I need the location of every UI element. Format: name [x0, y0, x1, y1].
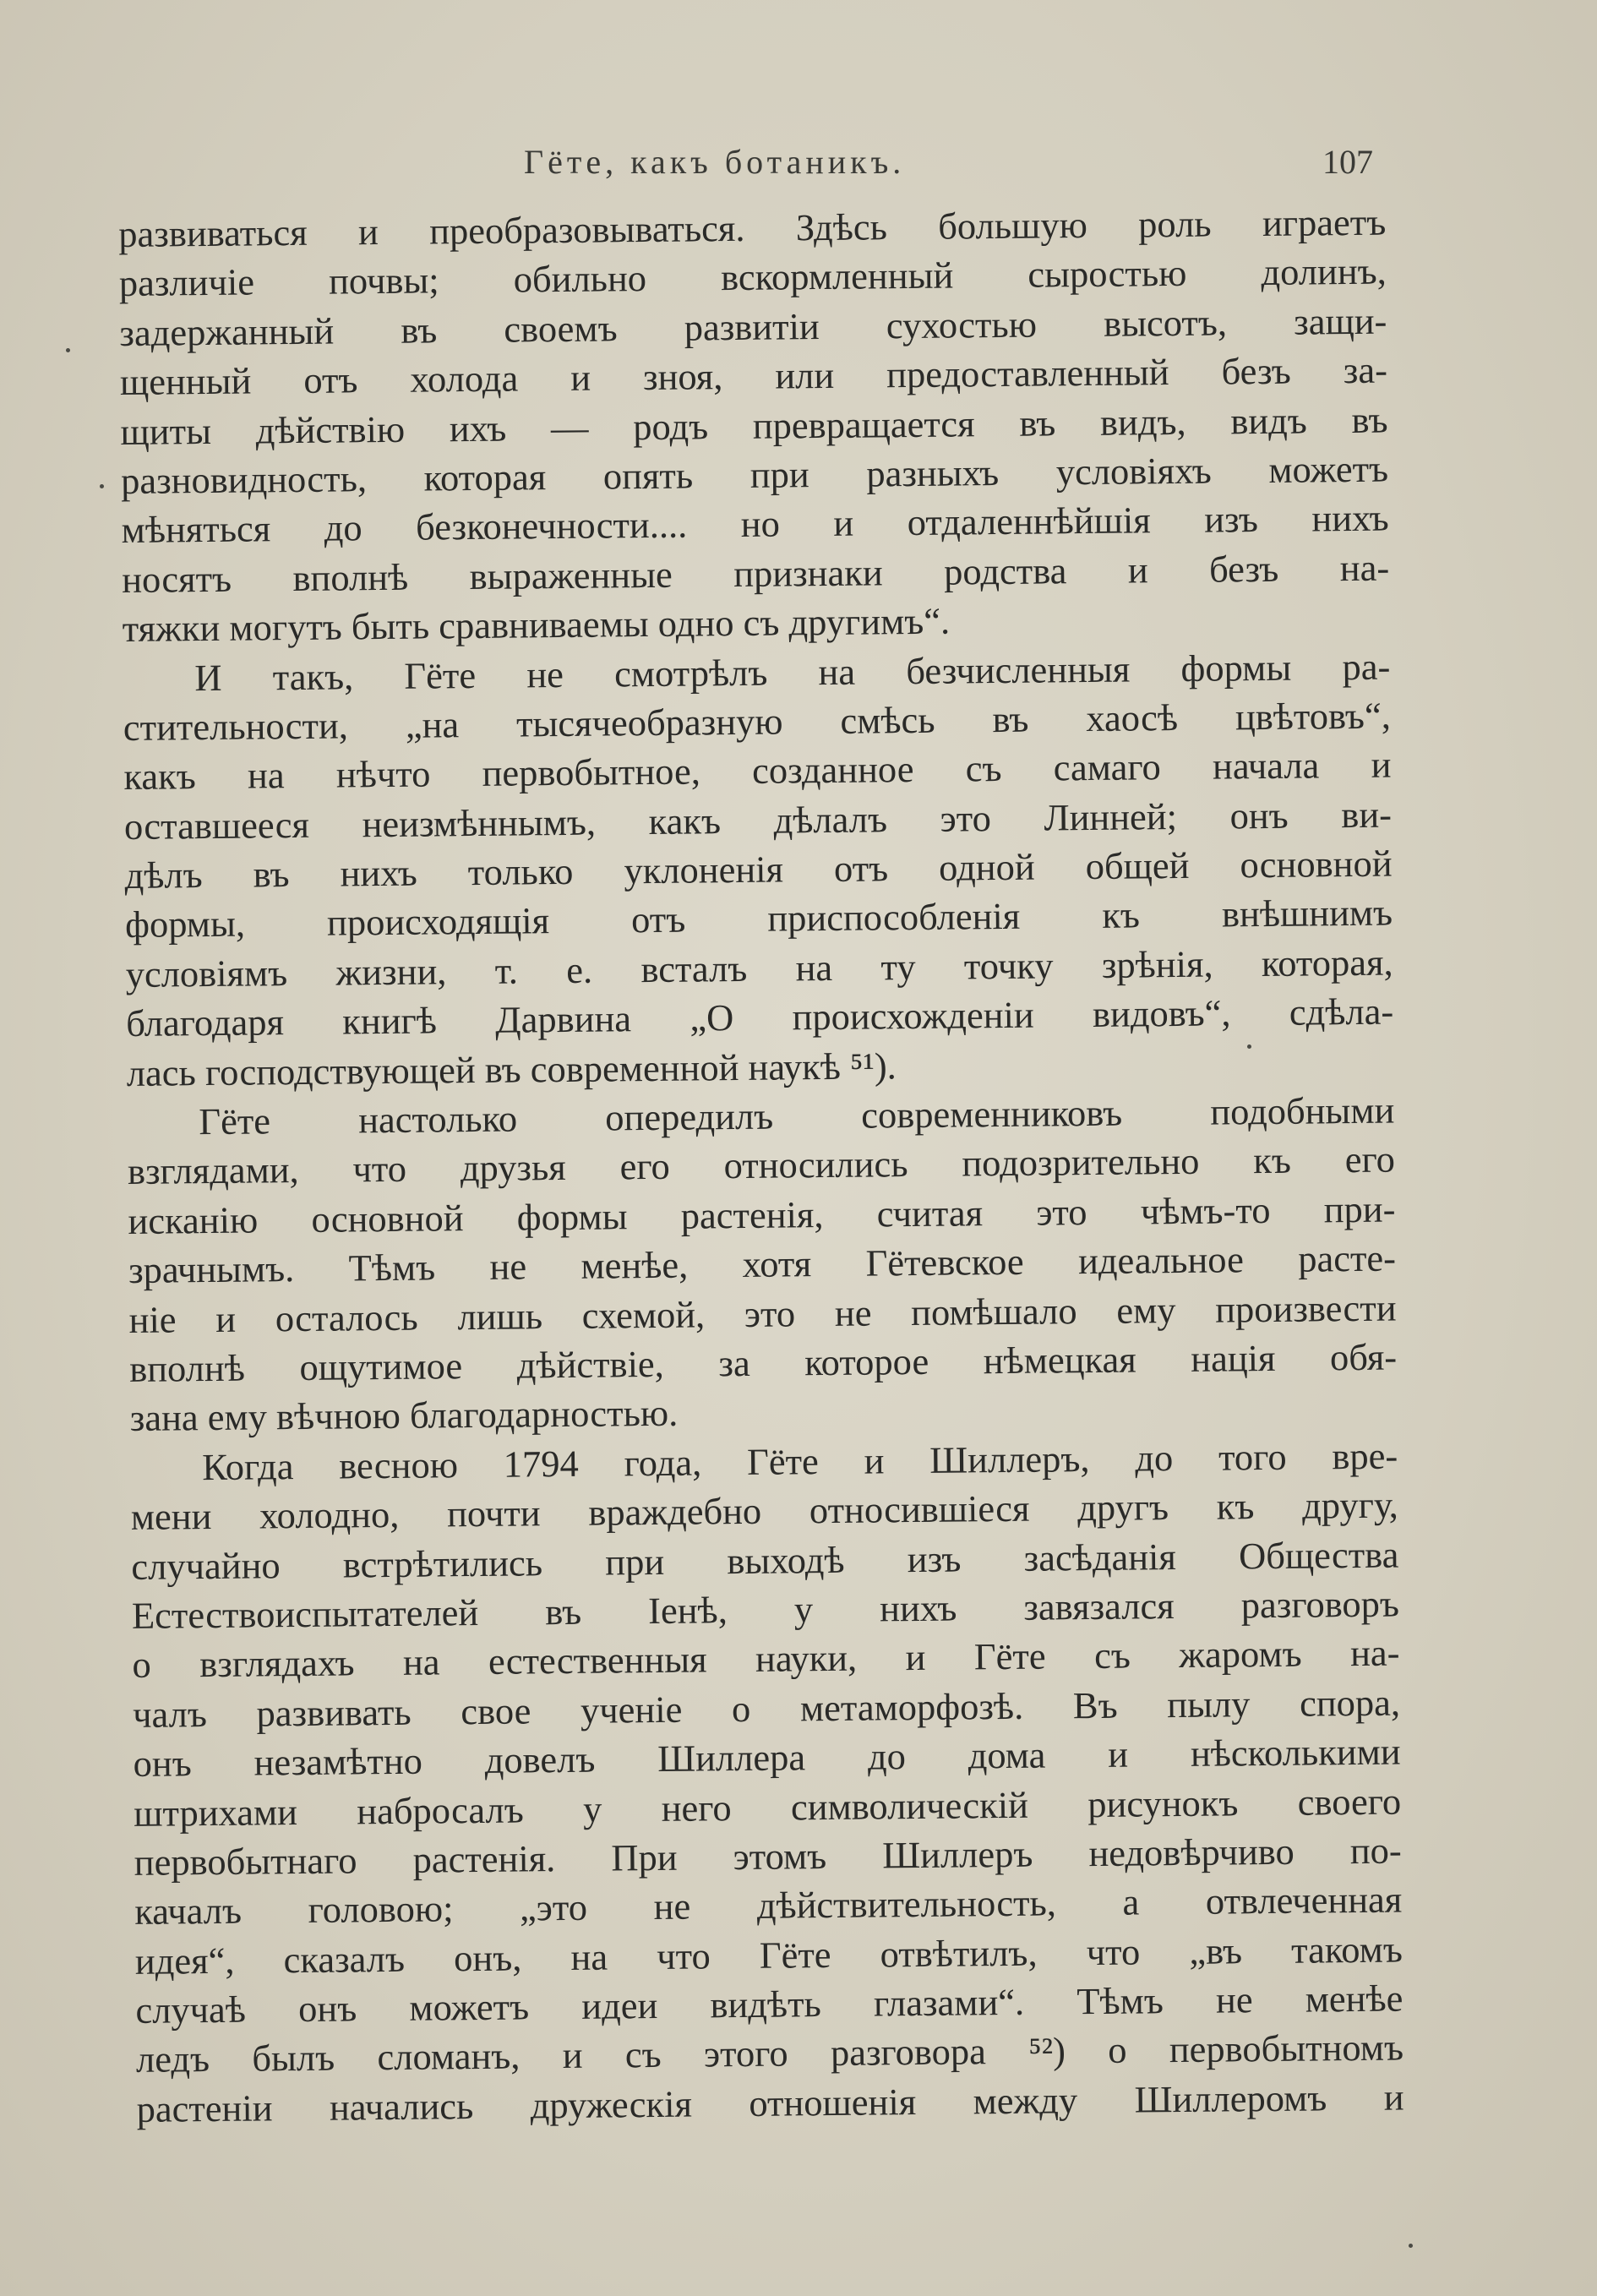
- text-line: штрихами набросалъ у него символическій рисунокъ своего: [133, 1780, 1402, 1835]
- text-line: тяжки могутъ быть сравниваемы одно съ другимъ“.: [122, 599, 951, 651]
- text-line: щиты дѣйствію ихъ — родъ превращается въ видъ, видъ въ: [120, 398, 1388, 453]
- running-title: Гёте, какъ ботаникъ.: [524, 143, 906, 181]
- text-line: разновидность, которая опять при разныхъ условіяхъ можетъ: [120, 447, 1389, 502]
- text-line: задержанный въ своемъ развитіи сухостью высотъ, защи-: [119, 299, 1387, 354]
- text-line: условіямъ жизни, т. е. всталъ на ту точку зрѣнія, которая,: [125, 941, 1393, 995]
- text-line: о взглядахъ на естественныя науки, и Гёте съ жаромъ на-: [132, 1631, 1400, 1687]
- text-line: ледъ былъ сломанъ, и съ этого разговора ⁵²) о первобытномъ: [135, 2026, 1404, 2081]
- running-head: [0, 142, 1597, 193]
- page-number: 107: [1322, 143, 1373, 181]
- paper-speck: [100, 484, 104, 488]
- paragraph-2: [123, 641, 1394, 1098]
- text-line: развиваться и преобразовываться. Здѣсь большую роль играетъ: [118, 200, 1387, 255]
- text-line: стительности, „на тысячеобразную смѣсь въ хаосѣ цвѣтовъ“,: [123, 694, 1392, 749]
- text-line: И такъ, Гёте не смотрѣлъ на безчисленныя формы ра-: [194, 645, 1391, 699]
- paragraph-4: [130, 1431, 1404, 2134]
- text-line: ніе и осталось лишь схемой, это не помѣшало ему произвести: [128, 1286, 1397, 1341]
- text-line: зрачнымъ. Тѣмъ не менѣе, хотя Гётевское идеальное расте-: [128, 1236, 1397, 1292]
- text-line: Когда весною 1794 года, Гёте и Шиллеръ, до того вре-: [202, 1434, 1398, 1488]
- text-line: первобытнаго растенія. При этомъ Шиллеръ недовѣрчиво по-: [134, 1829, 1402, 1884]
- text-line: щенный отъ холода и зноя, или предоставленный безъ за-: [119, 348, 1388, 404]
- text-line: мѣняться до безконечности.... но и отдаленнѣйшія изъ нихъ: [121, 496, 1389, 552]
- text-line: чалъ развивать свое ученіе о метаморфозѣ. Въ пылу спора,: [132, 1681, 1401, 1736]
- text-line: вполнѣ ощутимое дѣйствіе, за которое нѣмецкая нація обя-: [128, 1335, 1398, 1390]
- text-line: зана ему вѣчною благодарностью.: [129, 1392, 679, 1440]
- paper-speck: [66, 348, 70, 352]
- text-line: формы, происходящія отъ приспособленія къ внѣшнимъ: [124, 892, 1393, 946]
- body-text: [118, 198, 1404, 2135]
- text-line: Естествоиспытателей въ Іенѣ, у нихъ завязался разговоръ: [131, 1582, 1400, 1637]
- text-line: благодаря книгѣ Дарвина „О происхожденіи видовъ“, сдѣла-: [126, 990, 1394, 1045]
- text-line: онъ незамѣтно довелъ Шиллера до дома и нѣсколькими: [133, 1730, 1401, 1786]
- text-line: случаѣ онъ можетъ идеи видѣть глазами“. Тѣмъ не менѣе: [135, 1977, 1404, 2031]
- paper-speck: [1247, 1044, 1251, 1049]
- text-line: Гёте настолько опередилъ современниковъ подобными: [199, 1088, 1395, 1143]
- paper-speck: [1409, 2244, 1413, 2248]
- text-line: лась господствующей въ современной наукѣ ⁵¹).: [126, 1044, 897, 1094]
- text-line: какъ на нѣчто первобытное, созданное съ самаго начала и: [123, 743, 1392, 799]
- text-line: оставшееся неизмѣннымъ, какъ дѣлалъ это Линней; онъ ви-: [123, 793, 1393, 848]
- text-line: растеніи начались дружескія отношенія между Шиллеромъ и: [136, 2075, 1404, 2130]
- text-line: исканію основной формы растенія, считая это чѣмъ-то при-: [128, 1187, 1396, 1242]
- text-line: идея“, сказалъ онъ, на что Гёте отвѣтилъ, что „въ такомъ: [134, 1928, 1404, 1982]
- text-line: различіе почвы; обильно вскормленный сыростью долинъ,: [118, 249, 1387, 305]
- text-line: мени холодно, почти враждебно относившіеся другъ къ другу,: [130, 1483, 1399, 1539]
- paragraph-1: [118, 198, 1390, 654]
- text-line: качалъ головою; „это не дѣйствительность, а отвлеченная: [134, 1878, 1403, 1933]
- text-line: случайно встрѣтились при выходѣ изъ засѣданія Общества: [131, 1533, 1399, 1588]
- text-line: взглядами, что друзья его относились подозрительно къ его: [127, 1137, 1396, 1193]
- text-line: носятъ вполнѣ выраженные признаки родства и безъ на-: [121, 546, 1390, 601]
- text-line: дѣлъ въ нихъ только уклоненія отъ одной общей основной: [124, 842, 1393, 897]
- paragraph-3: [127, 1086, 1398, 1443]
